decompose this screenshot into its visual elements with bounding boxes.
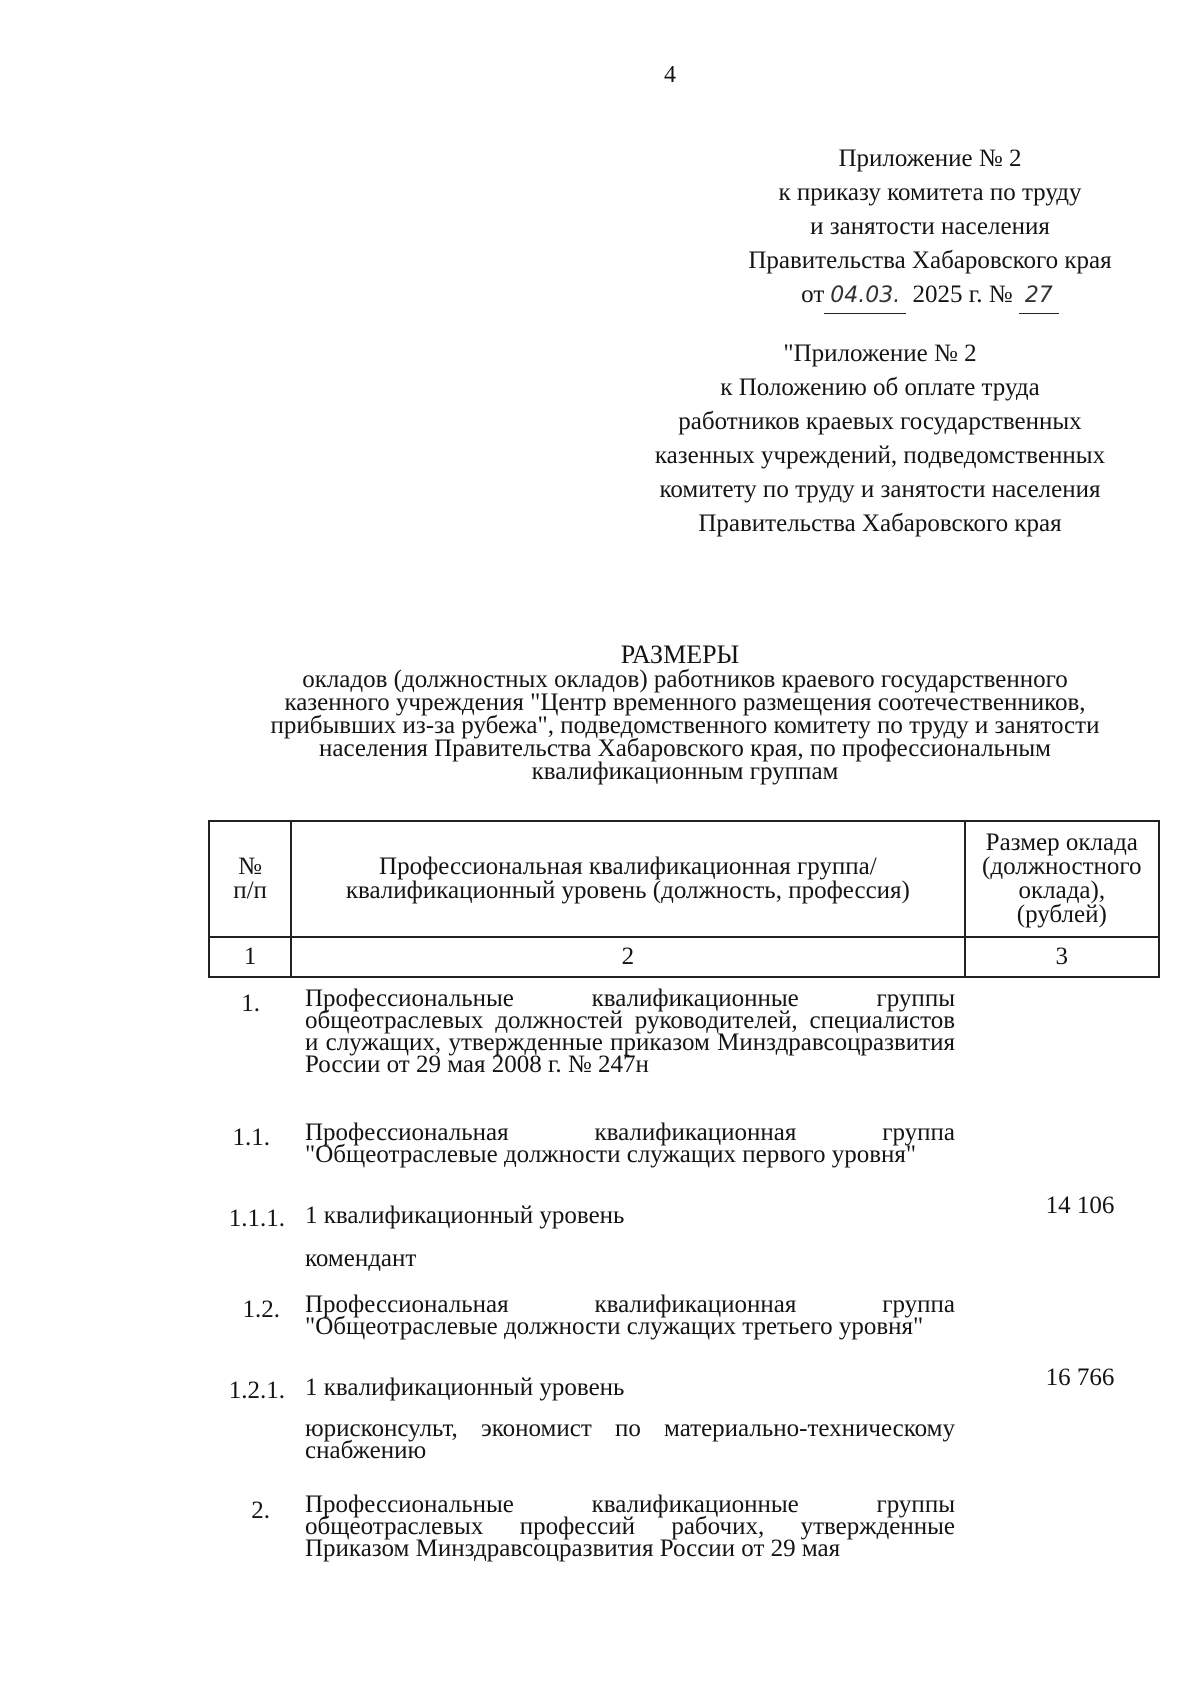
order-date-line [700, 278, 1160, 314]
header-text: п/п [233, 877, 267, 904]
header-cell-number [209, 821, 291, 937]
appendix-order-block [700, 142, 1160, 314]
row-number: 1.1.1. [228, 1205, 285, 1232]
header-text: Размер оклада [985, 829, 1138, 856]
handwritten-number: 27 [1019, 279, 1059, 314]
row-text: Профессиональные квалификационные группы общеотраслевых профессий рабочих, утвержденные Приказом Минздравсоцразвития России от 29 мая [305, 1491, 955, 1562]
header-text: (рублей) [1016, 901, 1107, 928]
appendix-order-line: Приложение № 2 [838, 145, 1022, 172]
appendix-regulation-line: Правительства Хабаровского края [698, 510, 1062, 537]
appendix-order-line: Правительства Хабаровского края [748, 247, 1112, 274]
appendix-regulation-line: казенных учреждений, подведомственных [654, 442, 1106, 469]
row-text: Профессиональные квалификационные группы общеотраслевых должностей руководителей, специалистов и служащих, утвержденные приказом Минздравсоцразвития России от 29 мая 2008 г. № 247н [305, 985, 955, 1078]
appendix-order-line: к приказу комитета по труду [778, 179, 1082, 206]
row-text: 1 квалификационный уровень [305, 1374, 625, 1401]
appendix-regulation-line: комитету по труду и занятости населения [659, 476, 1101, 503]
row-text: юрисконсульт, экономист по материально-техническому снабжению [305, 1415, 955, 1464]
date-prefix: от [801, 281, 825, 308]
appendix-regulation-line: работников краевых государственных [678, 408, 1082, 435]
table-header [208, 820, 1160, 978]
subtitle-line: квалификационным группам [531, 758, 839, 785]
column-number-3: 3 [965, 937, 1159, 977]
header-cell-salary [965, 821, 1159, 937]
header-text: (должностного [982, 853, 1142, 880]
appendix-regulation-line: к Положению об оплате труда [720, 374, 1040, 401]
row-number: 1.2.1. [228, 1377, 285, 1404]
subtitle-line: населения Правительства Хабаровского края, по профессиональным [319, 735, 1051, 762]
appendix-order-line: и занятости населения [810, 213, 1050, 240]
row-text: Профессиональная квалификационная группа "Общеотраслевые должности служащих первого уровня" [305, 1119, 955, 1168]
date-year: 2025 г. № [912, 281, 1013, 308]
header-text: оклада), [1018, 877, 1106, 904]
column-number-2: 2 [291, 937, 964, 977]
subtitle-line: окладов (должностных окладов) работников краевого государственного [302, 666, 1068, 693]
page-number: 4 [664, 62, 676, 88]
handwritten-date: 04.03. [824, 279, 906, 314]
row-number: 1.2. [242, 1296, 280, 1323]
subtitle-line: прибывших из-за рубежа", подведомственного комитету по труду и занятости [270, 712, 1100, 739]
header-text: № [238, 853, 263, 880]
row-text: 1 квалификационный уровень [305, 1202, 625, 1229]
row-text: комендант [305, 1245, 417, 1272]
appendix-regulation-line: "Приложение № 2 [783, 340, 977, 367]
row-value: 14 106 [1045, 1192, 1115, 1219]
column-number-1: 1 [209, 937, 291, 977]
row-number: 2. [251, 1497, 270, 1524]
subtitle-line: казенного учреждения "Центр временного размещения соотечественников, [284, 689, 1086, 716]
document-title: РАЗМЕРЫ [620, 640, 740, 669]
appendix-regulation-block [600, 337, 1160, 541]
row-value: 16 766 [1045, 1364, 1115, 1391]
document-subtitle [200, 668, 1170, 783]
header-cell-group [291, 821, 964, 937]
header-text: Профессиональная квалификационная группа/ [379, 853, 877, 880]
row-number: 1.1. [232, 1124, 270, 1151]
row-text: Профессиональная квалификационная группа "Общеотраслевые должности служащих третьего уровня" [305, 1291, 955, 1340]
header-text: квалификационный уровень (должность, профессия) [345, 877, 910, 904]
row-number: 1. [241, 990, 260, 1017]
